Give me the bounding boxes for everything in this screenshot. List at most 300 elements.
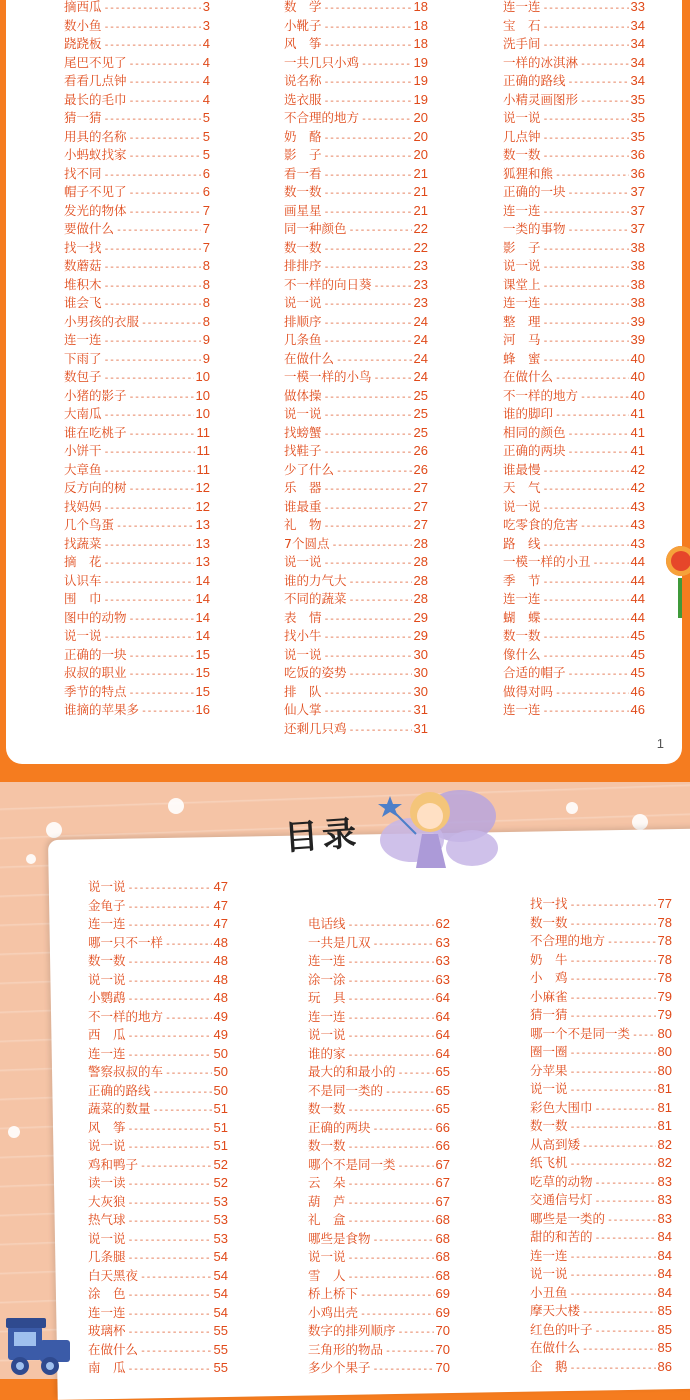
toc-entry-title: 哪些是食物 <box>308 1230 371 1246</box>
toc-entry <box>284 423 428 442</box>
toc-entry-title: 谁在吃桃子 <box>64 424 127 440</box>
toc-leader-dashes <box>128 1050 212 1061</box>
toc-entry-page: 78 <box>657 970 672 985</box>
toc-entry-title: 正确的一块 <box>64 646 127 662</box>
toc-leader-dashes <box>348 1031 434 1042</box>
toc-leader-dashes <box>104 632 194 643</box>
toc-entry <box>530 1246 672 1265</box>
toc-entry-title: 数字的排列顺序 <box>308 1323 396 1338</box>
toc-leader-dashes <box>116 225 201 236</box>
toc-leader-dashes <box>385 1087 434 1098</box>
page-number: 1 <box>656 736 664 751</box>
toc-entry <box>530 1357 672 1376</box>
toc-leader-dashes <box>128 902 212 913</box>
toc-entry-page: 16 <box>195 702 210 717</box>
toc-entry-page: 9 <box>202 350 210 366</box>
toc-entry-title: 吃零食的危害 <box>503 517 579 532</box>
toc-entry-page: 6 <box>202 184 210 199</box>
toc-entry <box>64 441 210 460</box>
toc-entry-title: 做体操 <box>284 387 322 403</box>
toc-entry-page: 78 <box>657 933 672 948</box>
toc-entry-title: 说一说 <box>503 498 541 514</box>
toc-entry-page: 45 <box>630 665 645 680</box>
toc-leader-dashes <box>104 114 201 125</box>
toc-entry <box>308 1247 450 1266</box>
toc-entry <box>284 312 428 331</box>
toc-entry-title: 说一说 <box>308 1249 346 1264</box>
toc-entry <box>530 1061 672 1080</box>
toc-entry-title: 连一连 <box>64 332 102 347</box>
toc-entry <box>284 700 428 719</box>
toc-leader-dashes <box>361 114 412 125</box>
toc-entry-title: 南 瓜 <box>88 1360 126 1375</box>
toc-entry-title: 说一说 <box>88 1230 126 1246</box>
toc-entry-page: 28 <box>413 572 428 588</box>
toc-leader-dashes <box>128 1235 212 1246</box>
toc-entry <box>503 404 645 423</box>
toc-entry-title: 金龟子 <box>88 897 126 913</box>
toc-entry-page: 30 <box>413 646 428 662</box>
toc-entry <box>284 256 428 275</box>
toc-entry-title: 从高到矮 <box>530 1136 581 1152</box>
toc-entry-page: 84 <box>657 1266 672 1281</box>
toc-entry-page: 41 <box>630 443 645 458</box>
toc-entry-page: 44 <box>630 572 645 588</box>
toc-entry-title: 红色的叶子 <box>530 1321 593 1337</box>
toc-leader-dashes <box>348 1253 434 1264</box>
toc-entry <box>503 571 645 590</box>
toc-entry-page: 40 <box>630 350 645 366</box>
toc-entry <box>503 275 645 294</box>
toc-entry-page: 55 <box>213 1360 228 1375</box>
toc-leader-dashes <box>324 77 412 88</box>
toc-leader-dashes <box>324 706 412 717</box>
toc-entry-page: 34 <box>630 54 645 70</box>
toc-leader-dashes <box>128 1198 212 1209</box>
toc-entry-title: 小鹦鹉 <box>88 990 126 1005</box>
toc-entry <box>88 1303 228 1322</box>
snow-dot <box>26 854 36 864</box>
toc-entry-page: 15 <box>195 665 210 680</box>
toc-entry <box>284 663 428 682</box>
toc-entry-page: 12 <box>195 480 210 495</box>
toc-leader-dashes <box>324 133 412 144</box>
toc-leader-dashes <box>595 1196 656 1207</box>
toc-entry-page: 7 <box>202 221 210 236</box>
toc-entry <box>530 931 672 950</box>
toc-entry-page: 85 <box>657 1340 672 1355</box>
toc-entry-title: 小蚂蚁找家 <box>64 147 127 162</box>
toc-entry-page: 20 <box>413 110 428 125</box>
toc-entry-title: 帽子不见了 <box>64 184 127 199</box>
toc-entry <box>284 682 428 701</box>
toc-leader-dashes <box>349 595 412 606</box>
toc-leader-dashes <box>324 651 412 662</box>
toc-entry <box>308 933 450 952</box>
toc-entry <box>88 1081 228 1100</box>
toc-entry <box>64 534 210 553</box>
toc-entry-page: 4 <box>202 36 210 51</box>
toc-entry-title: 说一说 <box>64 628 102 643</box>
toc-leader-dashes <box>398 1327 434 1338</box>
toc-leader-dashes <box>129 651 194 662</box>
toc-entry-title: 说一说 <box>284 554 322 569</box>
toc-entry <box>503 201 645 220</box>
toc-entry-title: 数一数 <box>308 1138 346 1153</box>
toc-entry-title: 数 学 <box>284 0 322 14</box>
toc-entry-title: 在做什么 <box>530 1340 581 1355</box>
toc-entry <box>284 478 428 497</box>
toc-entry-page: 66 <box>435 1119 450 1135</box>
toc-entry-page: 68 <box>435 1249 450 1264</box>
toc-entry-page: 8 <box>202 295 210 310</box>
toc-entry-title: 最大的和最小的 <box>308 1064 396 1079</box>
toc-entry-title: 猜一猜 <box>64 110 102 125</box>
toc-leader-dashes <box>582 1307 656 1318</box>
toc-leader-dashes <box>385 1346 434 1357</box>
toc-entry-page: 21 <box>413 184 428 199</box>
toc-entry-title: 一共几只小鸡 <box>284 54 360 70</box>
toc-entry-page: 23 <box>413 295 428 310</box>
toc-leader-dashes <box>129 188 201 199</box>
toc-entry <box>308 1025 450 1044</box>
toc-entry <box>64 145 210 164</box>
toc-leader-dashes <box>543 706 629 717</box>
toc-leader-dashes <box>324 188 412 199</box>
snow-dot <box>566 802 578 814</box>
toc-leader-dashes <box>361 59 412 70</box>
toc-entry-page: 30 <box>413 683 428 699</box>
toc-entry-title: 表 情 <box>284 609 322 625</box>
toc-entry <box>530 987 672 1006</box>
toc-leader-dashes <box>570 974 656 985</box>
toc-entry-title: 找螃蟹 <box>284 424 322 440</box>
toc-entry <box>530 1005 672 1024</box>
toc-entry <box>284 293 428 312</box>
toc-leader-dashes <box>128 957 212 968</box>
toc-entry-page: 79 <box>657 1007 672 1022</box>
toc-leader-dashes <box>543 133 629 144</box>
toc-entry <box>308 1136 450 1155</box>
toc-leader-dashes <box>324 170 412 181</box>
toc-leader-dashes <box>104 244 201 255</box>
toc-leader-dashes <box>543 299 629 310</box>
toc-entry <box>64 367 210 386</box>
toc-entry-page: 13 <box>195 517 210 532</box>
toc-entry-page: 70 <box>435 1360 450 1375</box>
toc-leader-dashes <box>324 558 412 569</box>
toc-leader-dashes <box>324 484 412 495</box>
toc-entry <box>88 988 228 1007</box>
toc-entry-title: 哪些是一类的 <box>530 1210 606 1226</box>
toc-entry <box>88 1229 228 1248</box>
toc-entry-page: 10 <box>195 369 210 384</box>
toc-leader-dashes <box>104 373 194 384</box>
toc-entry-title: 要做什么 <box>64 221 115 236</box>
toc-entry-title: 一模一样的小丑 <box>503 554 591 569</box>
toc-entry-page: 41 <box>630 406 645 421</box>
toc-entry <box>284 589 428 608</box>
flower-stem-decoration <box>678 578 682 618</box>
toc-leader-dashes <box>570 993 656 1004</box>
toc-entry-title: 数一数 <box>284 239 322 255</box>
toc-entry-title: 小猪的影子 <box>64 387 127 403</box>
toc-leader-dashes <box>568 669 629 680</box>
toc-entry-page: 78 <box>657 914 672 930</box>
toc-entry-title: 下雨了 <box>64 350 102 366</box>
toc-entry-page: 70 <box>435 1341 450 1357</box>
toc-entry-title: 最长的毛巾 <box>64 91 127 107</box>
toc-entry-title: 说一说 <box>88 1138 126 1153</box>
toc-entry-page: 64 <box>435 1027 450 1042</box>
toc-leader-dashes <box>568 188 629 199</box>
toc-entry <box>284 719 428 738</box>
toc-entry-page: 54 <box>213 1304 228 1320</box>
toc-entry-page: 8 <box>202 276 210 292</box>
toc-column-2 <box>284 0 428 737</box>
toc-leader-dashes <box>570 1289 656 1300</box>
toc-leader-dashes <box>543 595 629 606</box>
toc-entry <box>64 645 210 664</box>
toc-entry <box>88 951 228 970</box>
toc-entry <box>503 552 645 571</box>
toc-entry-page: 55 <box>213 1323 228 1338</box>
toc-entry <box>503 182 645 201</box>
toc-entry-title: 摘西瓜 <box>64 0 102 14</box>
toc-entry-title: 小靴子 <box>284 17 322 33</box>
toc-entry-page: 54 <box>213 1267 228 1283</box>
toc-entry-page: 68 <box>435 1267 450 1283</box>
toc-entry <box>284 238 428 257</box>
toc-entry <box>308 1007 450 1026</box>
toc-entry-page: 64 <box>435 990 450 1005</box>
toc-leader-dashes <box>165 1068 212 1079</box>
toc-entry <box>308 1210 450 1229</box>
toc-entry <box>530 1098 672 1117</box>
toc-leader-dashes <box>348 1272 434 1283</box>
toc-entry-title: 企 鹅 <box>530 1358 568 1374</box>
toc-leader-dashes <box>570 956 656 967</box>
toc-leader-dashes <box>348 1050 434 1061</box>
toc-entry-page: 46 <box>630 702 645 717</box>
toc-leader-dashes <box>568 77 629 88</box>
toc-entry-title: 数一数 <box>503 628 541 643</box>
toc-leader-dashes <box>595 1233 656 1244</box>
toc-entry-page: 4 <box>202 54 210 70</box>
toc-entry-title: 7个圆点 <box>284 535 330 551</box>
toc-entry-title: 说名称 <box>284 73 322 88</box>
toc-leader-dashes <box>543 114 629 125</box>
toc-entry-page: 85 <box>657 1321 672 1337</box>
toc-entry-title: 找一找 <box>530 896 568 911</box>
toc-entry <box>503 478 645 497</box>
toc-entry-page: 35 <box>630 110 645 125</box>
toc-entry <box>503 293 645 312</box>
toc-leader-dashes <box>165 1013 212 1024</box>
toc-leader-dashes <box>570 1159 656 1170</box>
toc-entry <box>530 950 672 969</box>
toc-entry-title: 彩色大围巾 <box>530 1099 593 1115</box>
toc-entry <box>64 404 210 423</box>
toc-leader-dashes <box>349 225 412 236</box>
toc-entry-page: 14 <box>195 628 210 643</box>
toc-entry-page: 10 <box>195 406 210 421</box>
toc-leader-dashes <box>570 1085 656 1096</box>
toc-entry-page: 34 <box>630 17 645 33</box>
toc-entry-title: 连一连 <box>503 295 541 310</box>
toc-leader-dashes <box>570 1048 656 1059</box>
toc-entry-page: 34 <box>630 36 645 51</box>
toc-leader-dashes <box>104 22 201 33</box>
toc-entry-title: 大章鱼 <box>64 461 102 477</box>
toc-entry-title: 警察叔叔的车 <box>88 1064 164 1079</box>
toc-leader-dashes <box>140 1161 212 1172</box>
toc-entry-title: 找不同 <box>64 165 102 181</box>
toc-leader-dashes <box>336 466 412 477</box>
toc-entry-title: 狐狸和熊 <box>503 165 554 181</box>
toc-leader-dashes <box>104 447 195 458</box>
toc-entry <box>503 589 645 608</box>
toc-entry <box>64 219 210 238</box>
toc-leader-dashes <box>348 920 434 931</box>
toc-leader-dashes <box>555 410 629 421</box>
toc-entry <box>503 34 645 53</box>
toc-entry-page: 84 <box>657 1229 672 1244</box>
toc-leader-dashes <box>104 3 201 14</box>
toc-entry <box>64 626 210 645</box>
toc-entry-page: 21 <box>413 202 428 218</box>
toc-entry-page: 15 <box>195 683 210 699</box>
toc-entry <box>64 349 210 368</box>
toc-entry-title: 连一连 <box>530 1247 568 1263</box>
toc-entry <box>503 682 645 701</box>
toc-entry-page: 80 <box>657 1062 672 1078</box>
toc-entry <box>64 608 210 627</box>
toc-leader-dashes <box>568 429 629 440</box>
toc-entry <box>284 515 428 534</box>
toc-entry <box>284 552 428 571</box>
toc-leader-dashes <box>348 1179 434 1190</box>
toc-entry <box>64 552 210 571</box>
toc-entry <box>88 1136 228 1155</box>
toc-entry <box>284 16 428 35</box>
toc-leader-dashes <box>324 392 412 403</box>
toc-entry-page: 83 <box>657 1173 672 1189</box>
toc-column-1 <box>64 0 210 719</box>
toc-leader-dashes <box>348 1198 434 1209</box>
toc-entry-page: 37 <box>630 221 645 236</box>
toc-entry <box>64 71 210 90</box>
toc-entry-page: 36 <box>630 147 645 162</box>
toc-entry <box>530 1024 672 1043</box>
toc-entry <box>88 1155 228 1174</box>
toc-entry-page: 79 <box>657 988 672 1004</box>
toc-entry <box>308 1155 450 1174</box>
toc-entry-title: 一共是几双 <box>308 934 371 950</box>
toc-entry <box>308 1321 450 1340</box>
toc-entry-page: 81 <box>657 1118 672 1133</box>
toc-entry-title: 吃饭的姿势 <box>284 665 347 680</box>
toc-entry-page: 81 <box>657 1099 672 1115</box>
toc-leader-dashes <box>324 318 412 329</box>
toc-entry <box>64 663 210 682</box>
toc-entry-page: 51 <box>213 1101 228 1116</box>
toc-entry-title: 连一连 <box>503 702 541 717</box>
toc-entry <box>530 968 672 987</box>
toc-leader-dashes <box>153 1105 212 1116</box>
toc-entry <box>88 1284 228 1303</box>
toc-entry <box>503 700 645 719</box>
toc-leader-dashes <box>129 59 201 70</box>
toc-entry-title: 说一说 <box>503 258 541 273</box>
toc-entry <box>530 1227 672 1246</box>
toc-leader-dashes <box>543 244 629 255</box>
toc-entry-title: 正确的一块 <box>503 184 566 199</box>
toc-entry-title: 找蔬菜 <box>64 535 102 551</box>
toc-entry <box>88 1340 228 1359</box>
toc-leader-dashes <box>360 1290 434 1301</box>
toc-column-3 <box>503 0 645 719</box>
snow-dot <box>632 814 648 830</box>
toc-leader-dashes <box>570 919 656 930</box>
toc-entry-page: 7 <box>202 239 210 255</box>
toc-entry-title: 数蘑菇 <box>64 258 102 273</box>
toc-entry-page: 30 <box>413 665 428 680</box>
toc-entry-title: 季节的特点 <box>64 683 127 699</box>
toc-entry-page: 18 <box>413 36 428 51</box>
toc-entry-page: 19 <box>413 54 428 70</box>
toc-entry-page: 15 <box>195 646 210 662</box>
toc-entry-page: 45 <box>630 646 645 662</box>
toc-leader-dashes <box>128 1142 212 1153</box>
toc-entry <box>503 312 645 331</box>
toc-leader-dashes <box>580 96 629 107</box>
toc-entry <box>503 608 645 627</box>
toc-entry-title: 甜的和苦的 <box>530 1229 593 1244</box>
toc-leader-dashes <box>555 170 629 181</box>
toc-leader-dashes <box>141 318 201 329</box>
toc-entry-page: 52 <box>213 1156 228 1172</box>
toc-entry-title: 纸飞机 <box>530 1155 568 1170</box>
toc-entry-page: 49 <box>213 1008 228 1024</box>
toc-entry-page: 28 <box>413 554 428 569</box>
toc-leader-dashes <box>128 883 212 894</box>
toc-entry-page: 83 <box>657 1192 672 1207</box>
toc-leader-dashes <box>104 466 195 477</box>
toc-entry-title: 小 鸡 <box>530 970 568 985</box>
toc-leader-dashes <box>128 1364 212 1375</box>
toc-entry <box>503 515 645 534</box>
toc-entry-title: 白天黑夜 <box>88 1267 139 1283</box>
toc-entry-title: 连一连 <box>88 1045 126 1061</box>
toc-leader-dashes <box>543 336 629 347</box>
toc-entry <box>530 894 672 913</box>
toc-entry-title: 蝴 蝶 <box>503 609 541 625</box>
toc-entry-title: 找鞋子 <box>284 443 322 458</box>
toc-leader-dashes <box>582 1141 656 1152</box>
toc-entry <box>284 71 428 90</box>
toc-leader-dashes <box>543 484 629 495</box>
toc-leader-dashes <box>324 429 412 440</box>
toc-entry-title: 在做什么 <box>503 369 554 384</box>
toc-entry <box>284 497 428 516</box>
snow-dot <box>46 822 62 838</box>
toc-entry-page: 27 <box>413 498 428 514</box>
toc-leader-dashes <box>104 540 194 551</box>
toc-entry-title: 仙人掌 <box>284 702 322 717</box>
toc-entry <box>308 1062 450 1081</box>
toc-leader-dashes <box>165 939 212 950</box>
